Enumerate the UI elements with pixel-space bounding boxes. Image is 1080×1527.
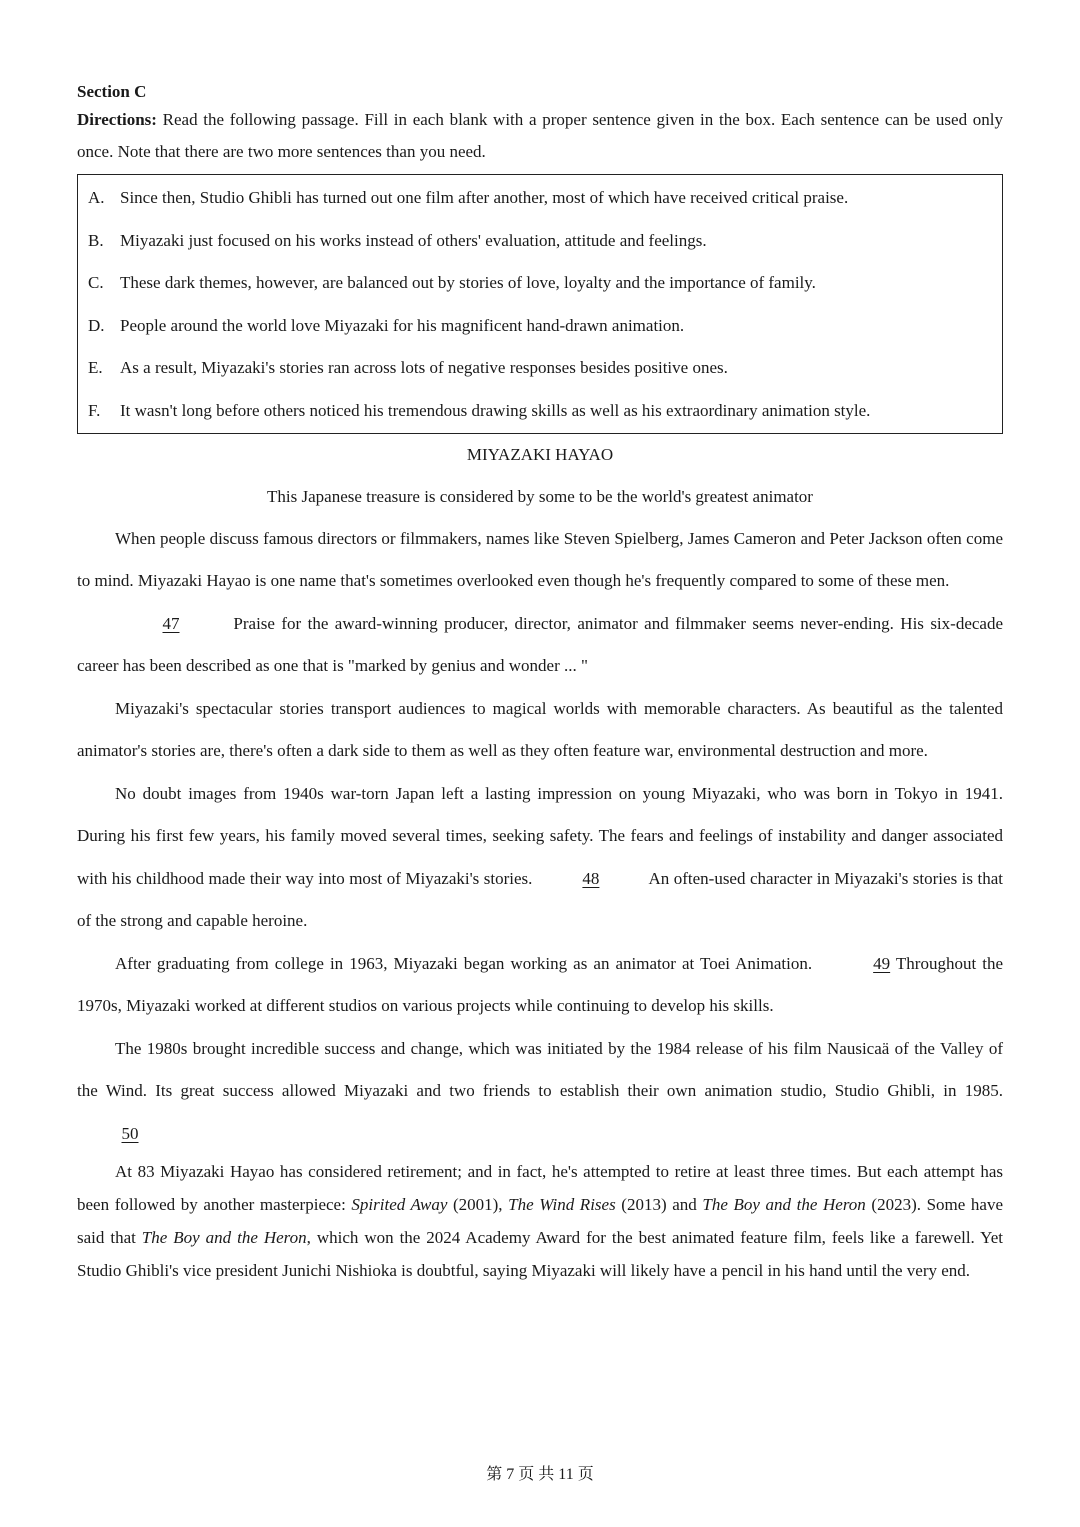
paragraph-4-text-b: An often-used character in Miyazaki's stories is that of the strong and capable heroine. (77, 868, 1003, 931)
paragraph-3: Miyazaki's spectacular stories transport audiences to magical worlds with memorable characters. As beautiful as the talented animator's stories are, there's often a dark side to them as well as they often feature war, environmental destruction and more. (77, 698, 1003, 761)
paragraph-7-text-a: At 83 Miyazaki Hayao has considered retirement; and in fact, he's attempted to retire at least three times. But each attempt has been followed by another masterpiece: (77, 1162, 1003, 1215)
blank-48: 48 (582, 868, 600, 888)
option-letter: D. (88, 315, 105, 335)
page-number: 第 7 页 共 11 页 (486, 1466, 594, 1483)
paragraph-5 (77, 943, 1003, 1028)
film-title: The Boy and the Heron (702, 1195, 866, 1215)
option-text: Since then, Studio Ghibli has turned out one film after another, most of which have received critical praise. (120, 188, 849, 207)
paragraph-7-text-c: (2013) and (615, 1195, 703, 1215)
option-text: These dark themes, however, are balanced out by stories of love, loyalty and the importance of family. (120, 273, 816, 293)
blank-49: 49 (873, 953, 891, 973)
option-letter: A. (88, 188, 105, 207)
option-f (88, 390, 1002, 433)
option-a (88, 177, 1002, 220)
paragraph-7-text-d: (2023). Some have said that (77, 1195, 1004, 1248)
paragraph-4 (77, 773, 1003, 943)
section-title: Section C (77, 82, 147, 101)
blank-50: 50 (121, 1123, 139, 1143)
option-d (88, 305, 1002, 348)
option-text: As a result, Miyazaki's stories ran across lots of negative responses besides positive ones. (120, 358, 728, 378)
paragraph-5-text-b: Throughout the 1970s, Miyazaki worked at different studios on various projects while continuing to develop his skills. (77, 953, 1003, 1016)
option-e (88, 347, 1002, 390)
option-text: It wasn't long before others noticed his tremendous drawing skills as well as his extraordinary animation style. (120, 400, 871, 420)
paragraph-4-text-a: No doubt images from 1940s war-torn Japan left a lasting impression on young Miyazaki, who was born in Tokyo in 1941. During his first few years, his family moved several times, seeking safety. The fears and feelings of instability and danger associated with his childhood made their way into most of Miyazaki's stories. (77, 783, 1003, 888)
directions (77, 104, 1003, 168)
paragraph-7-text-e: , which won the 2024 Academy Award for the best animated feature film, feels like a farewell. Yet Studio Ghibli's vice president Junichi Nishioka is doubtful, saying Miyazaki will likely have a pencil in his hand until the very end. (77, 1228, 1003, 1281)
paragraph-1: When people discuss famous directors or filmmakers, names like Steven Spielberg, James Cameron and Peter Jackson often come to mind. Miyazaki Hayao is one name that's sometimes overlooked even though he's frequently compared to some of these men. (77, 528, 1003, 591)
option-c (88, 262, 1002, 305)
article-title: MIYAZAKI HAYAO (466, 444, 614, 464)
option-text: People around the world love Miyazaki for his magnificent hand-drawn animation. (120, 315, 685, 335)
paragraph-2-text: Praise for the award-winning producer, director, animator and filmmaker seems never-ending. His six-decade career has been described as one that is "marked by genius and wonder ... " (77, 613, 1003, 676)
options-box (77, 174, 1003, 434)
paragraph-5-text-a: After graduating from college in 1963, Miyazaki began working as an animator at Toei Animation. (115, 953, 819, 973)
blank-47: 47 (162, 613, 180, 633)
option-letter: C. (88, 273, 104, 293)
paragraph-7 (77, 1155, 1003, 1287)
film-title: The Wind Rises (508, 1195, 616, 1215)
paragraph-7-text-b: (2001), (447, 1195, 509, 1215)
option-letter: B. (88, 230, 104, 250)
film-title: Spirited Away (351, 1195, 448, 1215)
paragraph-6-text: The 1980s brought incredible success and change, which was initiated by the 1984 release of his film Nausicaä of the Valley of the Wind. Its great success allowed Miyazaki and two friends to establish their own animation studio, Studio Ghibli, in 1985. (77, 1038, 1003, 1101)
option-letter: F. (88, 400, 101, 420)
option-text: Miyazaki just focused on his works instead of others' evaluation, attitude and feelings. (120, 230, 707, 250)
article-subtitle: This Japanese treasure is considered by some to be the world's greatest animator (267, 486, 813, 506)
film-title: The Boy and the Heron (141, 1228, 307, 1248)
option-b (88, 220, 1002, 263)
option-letter: E. (88, 358, 103, 378)
directions-text: Read the following passage. Fill in each blank with a proper sentence given in the box. Each sentence can be used only once. Note that there are two more sentences than you need. (77, 110, 1003, 161)
paragraph-2 (77, 603, 1003, 688)
page-content (77, 80, 1003, 1287)
paragraph-6 (77, 1028, 1003, 1156)
directions-label: Directions: (77, 110, 157, 129)
